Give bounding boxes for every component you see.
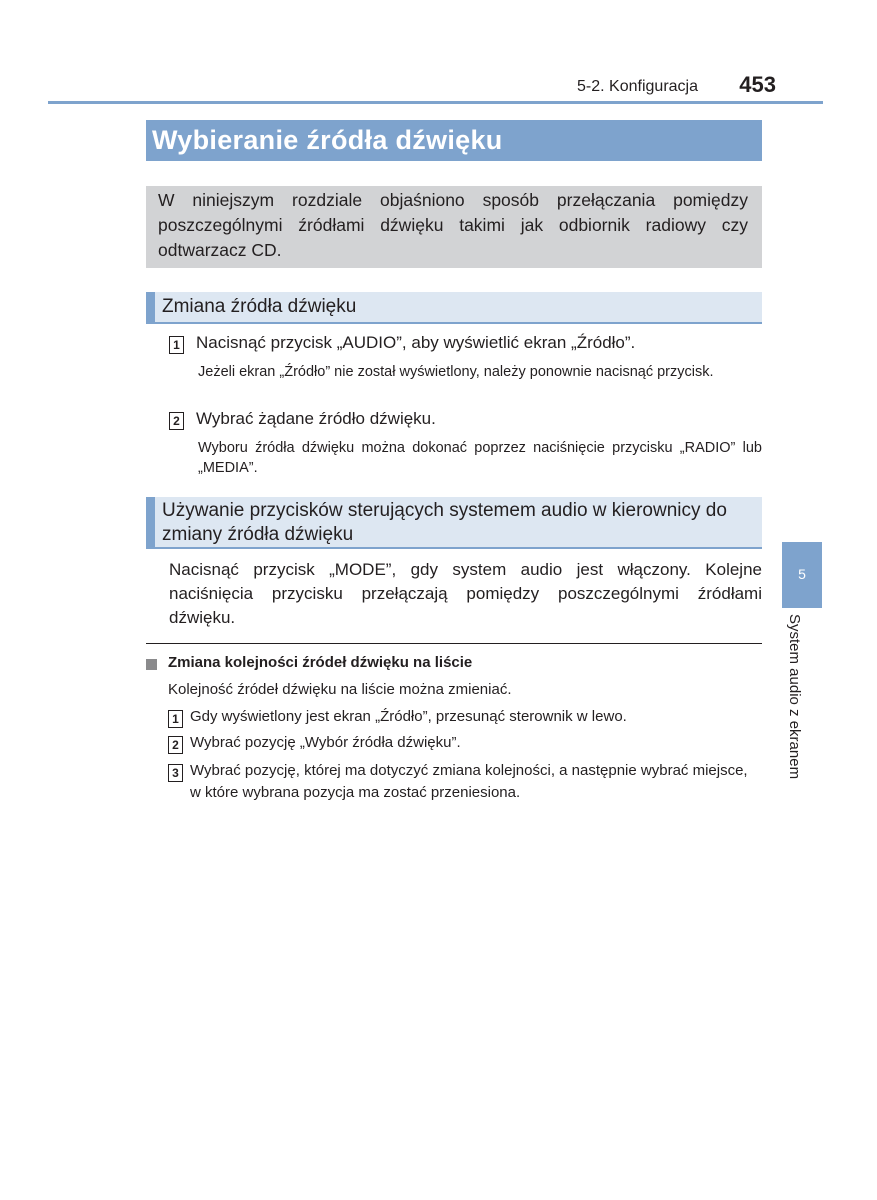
list-step-number-1: 1	[168, 710, 183, 728]
intro-text: W niniejszym rozdziale objaśniono sposób przełączania pomiędzy poszczególnymi źródłami dźwięku takimi jak odbiornik radiowy czy odtwarzacz CD.	[158, 190, 748, 260]
square-bullet-icon	[146, 659, 157, 670]
list-order-intro: Kolejność źródeł dźwięku na liście można zmieniać.	[168, 681, 512, 698]
mode-paragraph: Nacisnąć przycisk „MODE”, gdy system audio jest włączony. Kolejne naciśnięcia przycisku przełączają pomiędzy poszczególnymi źródłami dźwięku.	[169, 560, 762, 627]
chapter-tab: 5	[782, 542, 822, 608]
page-number: 453	[739, 72, 776, 97]
step-number-2: 2	[169, 412, 184, 430]
divider-rule	[146, 643, 762, 644]
section-heading-steering-controls: Używanie przycisków sterujących systemem audio w kierownicy do zmiany źródła dźwięku	[146, 497, 762, 549]
list-order-title: Zmiana kolejności źródeł dźwięku na liście	[168, 654, 473, 671]
step-number-1: 1	[169, 336, 184, 354]
step-note-1: Jeżeli ekran „Źródło” nie został wyświetlony, należy ponownie nacisnąć przycisk.	[198, 364, 714, 380]
step-text-1: Nacisnąć przycisk „AUDIO”, aby wyświetlić ekran „Źródło”.	[196, 333, 636, 352]
step-note-2: Wyboru źródła dźwięku można dokonać poprzez naciśnięcie przycisku „RADIO” lub „MEDIA”.	[198, 440, 762, 476]
list-step-text-3: Wybrać pozycję, której ma dotyczyć zmiana kolejności, a następnie wybrać miejsce, w które wybrana pozycja ma zostać przeniesiona.	[190, 762, 748, 801]
list-step-text-2: Wybrać pozycję „Wybór źródła dźwięku”.	[190, 734, 461, 751]
list-step-number-2: 2	[168, 736, 183, 754]
list-step-text-1: Gdy wyświetlony jest ekran „Źródło”, przesunąć sterownik w lewo.	[190, 708, 627, 725]
intro-box	[146, 186, 762, 268]
page-title: Wybieranie źródła dźwięku	[146, 120, 762, 161]
list-step-number-3: 3	[168, 764, 183, 782]
section-reference: 5-2. Konfiguracja	[577, 78, 698, 95]
header-rule	[48, 101, 823, 104]
section-heading-source-change: Zmiana źródła dźwięku	[146, 292, 762, 324]
chapter-tab-label: System audio z ekranem	[786, 614, 803, 780]
step-text-2: Wybrać żądane źródło dźwięku.	[196, 409, 436, 428]
